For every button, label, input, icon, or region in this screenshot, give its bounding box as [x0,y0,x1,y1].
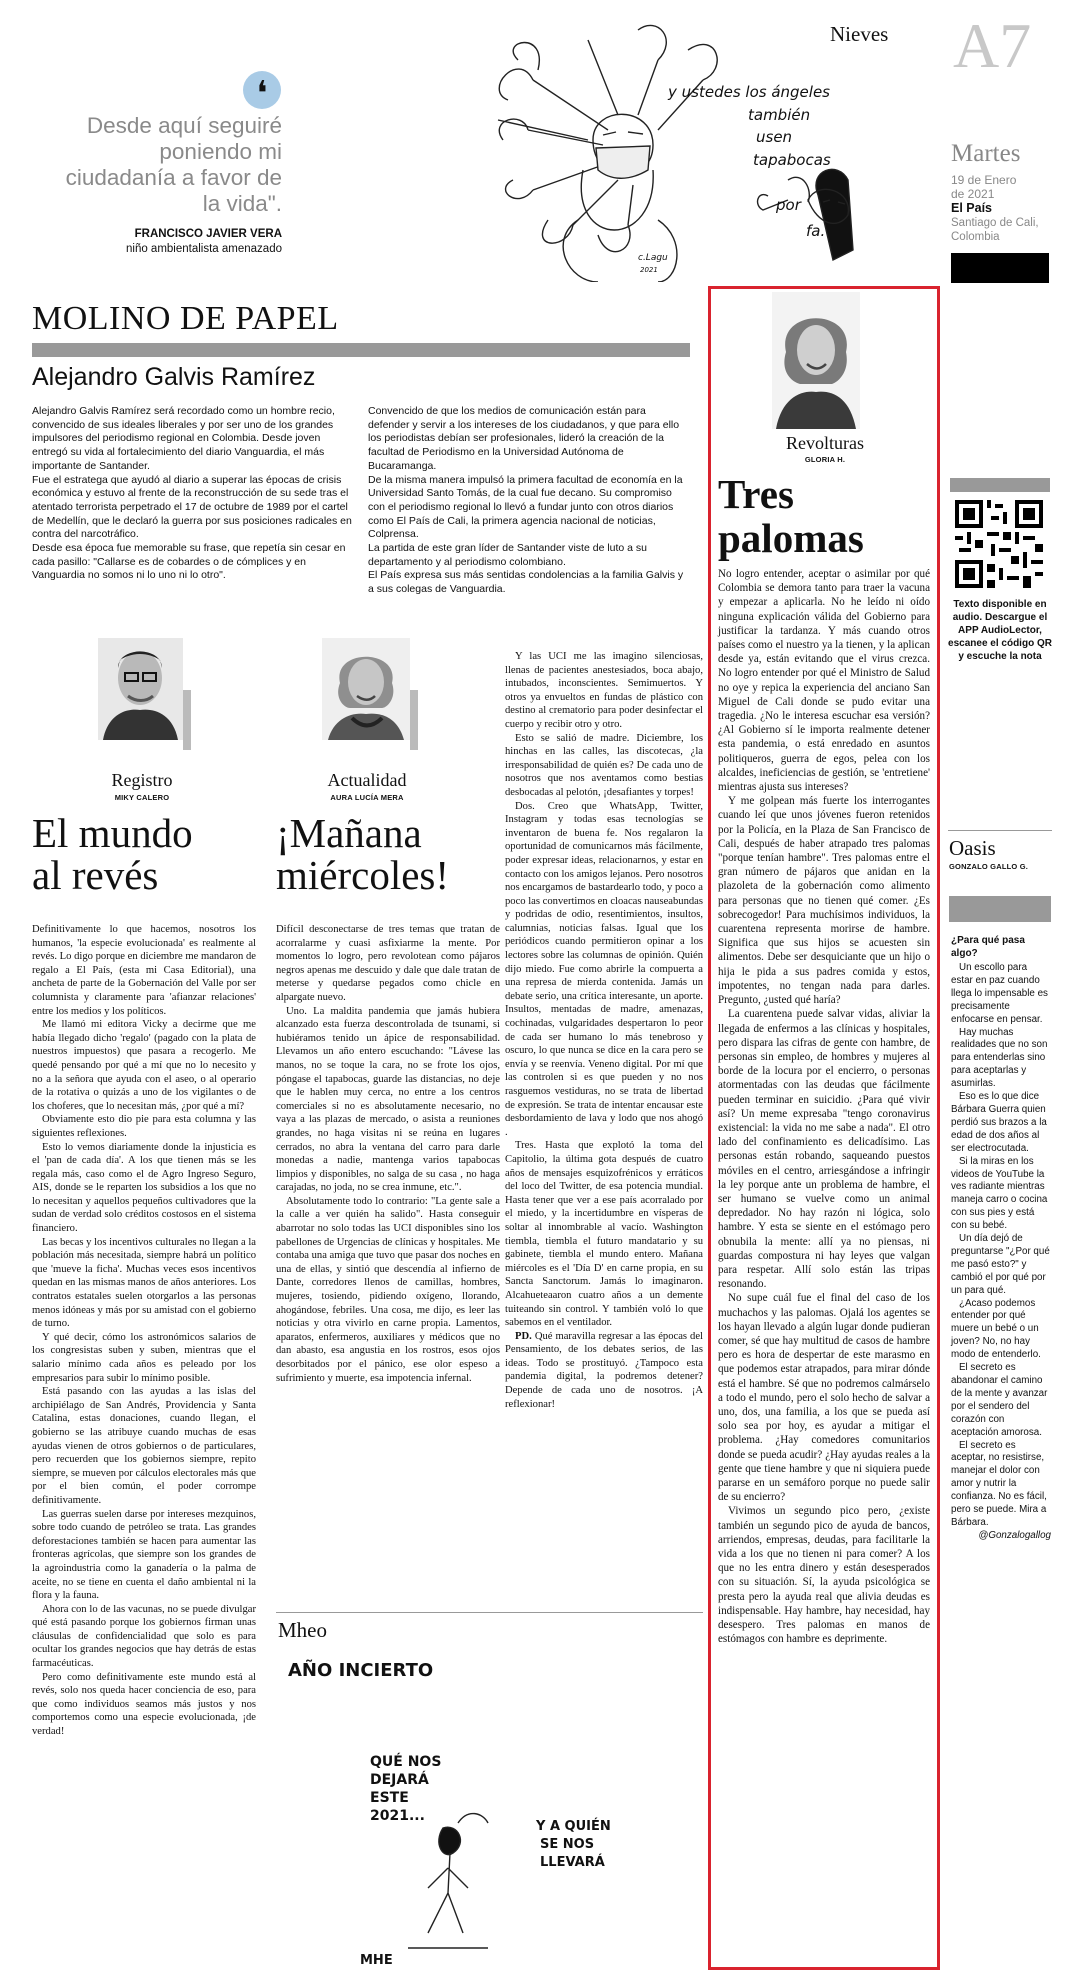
date-line-2: de 2021 [951,187,995,201]
pd-text: Qué maravilla regresar a las épocas del Pensamiento, de los debates serios, de las ideas. Todo se prostituyó. ¿Tampoco esta pandemia digital, la podremos detener? Depende de cada uno de nosotros. ¡A reflexionar! [505,1330,703,1410]
headline-line: palomas [718,515,864,561]
cartoon-year: 2021 [640,266,658,274]
article-actualidad-col-a [276,923,500,1385]
headline-registro [32,812,193,896]
weekday: Martes [951,140,1021,167]
oasis-paragraph: Un escollo para estar en paz cuando llega lo impensable es precisamente enfocarse en pensar. [951,962,1048,1025]
quote-author: FRANCISCO JAVIER VERA [134,228,282,240]
mheo-speech: QUÉ NOS [370,1754,442,1770]
molino-gray-bar [32,343,690,357]
photo-shade [183,690,191,750]
article-paragraph: Y me golpean más fuerte los interrogantes cuando leí que unos jóvenes fueron retenidos por la Policía, en la Plaza de San Francisco de Cali, después de haber atrapado tres palomas "porque tenían hambre". Tres palomas entre el gran número de pájaros que anidan en la plazoleta de la gobernación como alimento para personas que no tienen qué comer. ¿Es sobrecogedor! Para muchísimos individuos, la cuarentena representa morirse de hambre. Significa que sus hijos se acuesten sin alimentos. Debe ser desquiciante que un hijo o hija le pida a sus padres comida y estos, impotentes, no tengan nada para darles. Pregunto, ¿usted qué haría? [718,795,930,1007]
quote-icon: ❛ [243,71,281,109]
molino-paragraph: De la misma manera impulsó la primera facultad de economía en la Universidad Santo Tomás, de la cual fue decano. Su compromiso con el periodismo regional lo llevó a fundar junto con otros diarios como El País de Cali, la primera agencia nacional de noticias, Colprensa. [368,473,683,541]
oasis-paragraph: El secreto es abandonar el camino de la mente y avanzar por el sendero del corazón con aceptación amorosa. [951,1362,1048,1438]
black-bar [951,253,1049,283]
headline-revolturas [718,472,864,560]
oasis-divider [948,830,1052,831]
article-paragraph: Pero como definitivamente este mundo está al revés, solo nos queda hacer conciencia de eso, para que como individuos seamos más justos y nos comportemos como una especie evolucionada, ¡de verdad! [32,1671,256,1738]
location-line-2: Colombia [951,231,1000,243]
pd-label: PD. [515,1330,532,1342]
author-name-oasis: GONZALO GALLO G. [949,862,1029,871]
author-name-actualidad: AURA LUCÍA MERA [330,793,404,802]
molino-paragraph: Desde esa época fue memorable su frase, que repetía sin cesar en cada pasillo: "Callarse es de cobardes o de cómplices y en Vanguardia no somos ni lo uno ni lo otro". [32,542,346,582]
qr-code[interactable] [955,500,1043,588]
molino-paragraph: El País expresa sus más sentidas condolencias a la familia Galvis y a sus colegas de Vanguardia. [368,569,684,596]
mheo-label: Mheo [278,1618,327,1642]
mheo-speech: 2021... [370,1808,425,1824]
article-paragraph: No supe cuál fue el final del caso de los muchachos y las palomas. Ojalá los agentes se los hayan llevado a algún lugar donde pudieran comer, sé que hay multitud de casos de hambre pero es hora de despertar de este marasmo en que podemos estar atrapados, para mirar dónde está el hambre. Sé que no podremos calmárselo a todo el mundo, pero el solo hecho de salvar a uno, dos, una familia, a los que se pueda así solo sea por hoy, es ayudar a mitigar el problema. ¿Hay comedores comunitarios donde se pueda acudir? ¿Hay ayudas reales a la gente que tiene hambre y que ni siquiera puede pararse en un semáforo porque no puede salir de su encierro? [718,1292,930,1504]
oasis-question: ¿Para qué pasa algo? [951,935,1025,959]
article-paragraph: Está pasando con las ayudas a las islas del archipiélago de San Andrés, Providencia y Santa Catalina, estas donaciones, cuando llegan, el gobierno se las atribuye cuando muchas de esas ayudas vienen de otros gobiernos o de particulares, pero recuerden que los gobiernos siempre, repito siempre, se mueven por cálculos electorales más que por el bien común, el poder corrompe definitivamente. [32,1386,256,1506]
date-line: 19 de Enero [951,173,1017,187]
article-paragraph: Y qué decir, cómo los astronómicos salarios de los congresistas suben y suben, mientras que el salario mínimo cada años es peleado por los empresarios para subir lo mínimo posible. [32,1331,256,1384]
cartoon-drawing [488,20,888,282]
author-name-revolturas: GLORIA H. [804,455,846,464]
column-name-revolturas: Revolturas [786,433,864,453]
cartoon-text: también [748,106,811,124]
molino-col-2 [368,405,690,597]
article-paragraph: Absolutamente todo lo contrario: "La gente sale a la calle a ver quién ha salido". Hasta conseguir abarrotar no solo todas las UCI disponibles sino los pabellones de Urgencias de clínicas y hospitales. Me contaba una amiga que tuvo que pasar dos noches en una de ellas, y sintió que descendía al infierno de Dante, corredores llenos de camillas, hombres, mujeres, tosiendo, pidiendo oxígeno, llorando, ahogándose, febriles. Una cosa, me dijo, es leer las noticias y otra vivirlo en carne propia. Lamentos, aparatos, enfermeros, auxiliares y médicos que no dan abasto, esa angustia en los rostros, esos ojos desorbitados por el pánico, ese olor espeso a sufrimiento y muerte, esa impotencia infernal. [276,1195,500,1384]
mheo-drawing [278,1648,703,1970]
article-paragraph: Y las UCI me las imagino silenciosas, llenas de pacientes anestesiados, boca abajo, intubados, inconscientes. Semimuertos. Y otros ya envueltos en fundas de plástico con destino al crematorio para poder desinfectar el cuerpo y recibir otro y otro. [505,651,703,730]
article-paragraph: Me llamó mi editora Vicky a decirme que me había llegado dicho 'regalo' (pagado con la plata de nuestros impuestos) que pasara a recogerlo. Me quedé pensando por qué a mí que no lo necesito y no a la señora que ayuda con el aseo, o al operario de la rotativa o quizás a uno de los vigilantes o de los choferes, que lo necesitan más, ¿por qué a mí? [32,1019,256,1112]
column-name-registro: Registro [111,770,173,790]
mheo-speech: LLEVARÁ [540,1855,605,1870]
oasis-handle[interactable]: @Gonzalogallog [978,1529,1051,1541]
article-paragraph: Vivimos un segundo pico pero, ¿existe también un segundo pico de ayuda de bancos, arriendos, empresas, deudas, para facilitarle la vida a los que no tienen ni para comer? A los que no les entra dinero y están desesperados con su situación. Sí, la ayuda psicológica se presta pero la ayuda real que alivia deudas es indispensable. Hay hambre, hay necesidad, hay desespero. Tres palomas en manos de estómagos con hambre es deprimente. [718,1505,930,1646]
qr-top-bar [950,478,1050,492]
article-paragraph: Esto se salió de madre. Diciembre, los hinchas en las calles, las discotecas, ¿la irresponsabilidad de quién es? De cada uno de nosotros que nos aventamos como bestias desbocadas al pelotón, ¡desafiantes y torpes! [505,732,703,798]
cartoon-text: y ustedes los ángeles [668,83,830,101]
article-paragraph: Las guerras suelen darse por intereses mezquinos, sobre todo cuando de petróleo se trata. Las grandes deforestaciones también se hacen para aumentar las fronteras agrícolas, que siempre son los grandes de la agroindustria como la ganadería o la palma de aceite, no se tiene en cuenta el daño ambiental ni la flora y la fauna. [32,1508,256,1602]
author-name-registro: MIKY CALERO [114,793,170,802]
article-paragraph: Ahora con lo de las vacunas, no se puede divulgar qué está pasando porque los gobiernos firman unas cláusulas de confidencialidad que solo es para ocultar los grandes negocios que hay detrás de estas farmacéuticas. [32,1603,256,1670]
article-paragraph: Esto lo vemos diariamente donde la injusticia es el 'pan de cada día'. A los que tienen más se les regala más, caso como el de Agro Ingreso Seguro, AIS, donde se le reparten los subsidios a los que no lo necesitan y aquellos pequeños cultivadores que la sudan de verdad solo créditos costosos en el sistema financiero. [32,1141,256,1235]
quote-role: niño ambientalista amenazado [126,243,282,255]
oasis-paragraph: Un día dejó de preguntarse "¿Por qué me pasó esto?" y cambió el por qué por un para qué. [951,1233,1050,1296]
author-photo-revolturas [772,292,860,429]
author-photo-registro [98,638,183,740]
cartoon-text: fa. [806,222,826,240]
qr-caption: Texto disponible en audio. Descargue el APP AudioLector, escanee el código QR y escuche la nota [948,599,1052,662]
column-name-actualidad: Actualidad [327,770,407,790]
molino-paragraph: Convencido de que los medios de comunicación están para defender y servir a los intereses de los ciudadanos, y que para ello los periodistas debían ser profesionales, lideró la creación de la facultad de Periodismo en la Universidad Autónoma de Bucaramanga. [368,405,680,472]
quote-text [40,113,282,217]
oasis-paragraph: Si la miras en los videos de YouTube la ves radiante mientras maneja carro o cocina con sus pies y está con su bebé. [951,1155,1048,1232]
article-paragraph: La cuarentena puede salvar vidas, aliviar la llegada de enfermos a las clínicas y hospitales, pero dispara las cifras de gente con hambre, de personas sin empleo, de hombres y mujeres al borde de la locura por el encierro, o personas atormentadas con las deudas que fácilmente pueden terminar en suicidio. ¿Para qué vivir así? Un meme expresaba "tengo coronavirus existencial: la vida no me sabe a nada". El otro lado del confinamiento es delicadísimo. Las personas están robando, saqueando puestos móviles en el centro, arriesgándose a infringir la ley porque ante un problema de hambre, el ser humano se vuelve como un animal depredador. No hay razón ni lógica, solo hambre. Y esta se siente en el estómago pero obnubila la mente: allí ya no piensas, ni guardas compostura ni hay leyes que valgan para respetar. Allí solo están las tripas resonando. [718,1008,930,1291]
cartoon-signature: c.Lagu [638,253,668,263]
column-name-oasis: Oasis [949,836,996,860]
photo-shade [410,690,418,750]
article-paragraph: Obviamente esto dio pie para esta columna y las siguientes reflexiones. [32,1114,256,1139]
author-photo-actualidad [322,638,410,740]
mheo-speech: SE NOS [540,1837,595,1852]
quote-line: Desde aquí seguiré [86,113,282,138]
page-number: A7 [953,10,1032,81]
article-paragraph: Difícil desconectarse de tres temas que tratan de acorralarme y cuasi asfixiarme la mente. Por momentos lo logro, pero revolotean como pájaros negros apenas me descuido y dale que dale tratan de meterse y quedarse pegados como chicle en alpargate nuevo. [276,924,500,1003]
mheo-speech: Y A QUIÉN [536,1819,611,1834]
mheo-divider [276,1612,703,1613]
oasis-gray-bar [949,896,1051,922]
oasis-paragraph: Hay muchas realidades que no son para entenderlas sino para aceptarlas y asumirlas. [951,1026,1048,1090]
article-paragraph: Tres. Hasta que explotó la toma del Capitolio, la última gota después de cuatro años de mensajes esquizofrénicos y erráticos del loco del Twitter, de esa potencia mundial. Hasta tener que ver a ese país acorralado por el miedo, y la incertidumbre en vísperas de soltar al innombrable al vacío. Washington tiembla, tiembla el futuro mandatario y su gabinete, tiembla el mundo entero. Mañana miércoles es el 'Día D' en carne propia, en su Sancta Sanctorum. Jamás lo imaginaron. Alcahueteaaron cuatro años a un demente tuiteando sin control. Y también voló lo que sabemos en el ventilador. [505,1140,703,1329]
oasis-paragraph: ¿Acaso podemos entender por qué muere un bebé o un joven? No, no hay modo de entenderlo. [951,1297,1041,1361]
headline-line: ¡Mañana [276,810,422,856]
quote-line: poniendo mi [159,139,282,164]
cartoon-text: por [776,196,801,214]
molino-paragraph: Fue el estratega que ayudó al diario a superar las épocas de crisis económica y estuvo al frente de la reconstrucción de su sede tras el atentado terrorista perpetrado el 17 de octubre de 1989 por el cartel de Medellín, que le declaró la guerra por sus posiciones radicales en contra del narcotráfico. [32,473,352,541]
molino-section-title: MOLINO DE PAPEL [32,300,339,337]
article-paragraph: Las becas y los incentivos culturales no llegan a la población más necesitada, siempre habrá un político que 'mueve la ficha'. Muchas veces esos incentivos quedan en las mismas manos de años anteriores. Los contratos estatales suelen otorgarlos a las personas menos idóneas y más por su amistad con el gobierno de turno. [32,1236,256,1330]
headline-actualidad [276,812,449,896]
oasis-paragraph: El secreto es aceptar, no resistirse, manejar el dolor con amor y nutrir la confianza. No es fácil, pero se puede. Mira a Bárbara. [951,1439,1047,1528]
cartoon-text: usen [756,128,793,146]
section-name: Nieves [830,22,889,46]
location-line: Santiago de Cali, [951,217,1039,229]
oasis-paragraph: Eso es lo que dice Bárbara Guerra quien perdió sus brazos a la edad de dos años al ser electrocutada. [951,1091,1047,1154]
molino-paragraph: Alejandro Galvis Ramírez será recordado como un hombre recio, convencido de sus ideales liberales y por ser uno de los grandes impulsores del periodismo regional en Colombia. Desde joven entregó su vida al fortalecimiento del diario Vanguardia, el más importante de Santander. [32,405,335,472]
postscript [505,1330,703,1412]
mheo-title: AÑO INCIERTO [288,1660,434,1681]
quote-line: la vida". [202,191,282,216]
quote-line: ciudadanía a favor de [65,165,282,190]
article-actualidad-col-b [505,650,703,1411]
mheo-cartoon [278,1648,703,1970]
newspaper-name: El País [951,201,992,215]
molino-col-1 [32,405,352,583]
molino-paragraph: La partida de este gran líder de Santander viste de luto a su departamento y al periodismo colombiano. [368,542,648,568]
molino-headline: Alejandro Galvis Ramírez [32,363,316,391]
headline-line: Tres [718,471,794,517]
angel-cartoon [488,20,888,282]
article-registro [32,923,256,1739]
mheo-speech: DEJARÁ [370,1772,429,1788]
headline-line: El mundo [32,810,193,856]
mheo-speech: ESTE [370,1790,409,1806]
mheo-signature: MHE [360,1953,393,1968]
article-paragraph: No logro entender, aceptar o asimilar por qué Colombia se demora tanto para traer la vacuna y empezar a aplicarla. No he leído ni oído ninguna explicación válida del Gobierno para justificar la tardanza. Y más cuando otros países como el nuestro ya la tienen, y la aplican desde ya, están evitando que el virus crezca. No logro entender por qué el Ministro de Salud no oye y repica la experiencia del anciano San Miguel de Cali donde se pudo evitar una tragedia. ¿No le interesa escuchar esa versión? ¿Al Gobierno sí le importa realmente detener esta pandemia, o está enredado en asuntos politiqueros, guerra de egos, pelea con los alcaldes, ineficiencias de gestión, se 'entretiene' mientras ajusta sus intereses? [718,568,930,794]
headline-line: al revés [32,852,159,898]
article-paragraph: Dos. Creo que WhatsApp, Twitter, Instagram y todas esas tecnologías se inventaron de buena fe. Nos regalaron la oportunidad de comunicarnos más fácilmente, poder expresar ideas, relacionarnos, y estar en contacto con los amigos lejanos. Pero nosotros nos encargamos de bastardearlo todo, y poco a poco las convertimos en cloacas nauseabundas y podridas de odio, resentimientos, insultos, calumnias, noticias falsas. Igual que los periódicos cuando permitieron opinar a los lectores sobre las columnas de opinión. Quién dijo miedo. Fue como abrirle la compuerta a una represa de mierda contenida. Jamás un debate serio, una crítica interesante, un aporte. Insultos, mentadas de madre, amenazas, cochinadas, vulgaridades despertaron lo peor de cada ser humano lo más tenebroso y oscuro, lo que nunca se dice en la cara pero se envía y se reenvía. Veneno digital. Por mí que las controlen si es que pueden y no nos rasguemos vestiduras, no se trata de libertad de expresión. Se trata de intentar encausar este desbordamiento de lava y lodo que nos ahogó . [505,800,704,1138]
article-revolturas [718,567,930,1646]
cartoon-text: tapabocas [753,151,831,169]
oasis-body [951,962,1051,1543]
article-paragraph: Uno. La maldita pandemia que jamás hubiera alcanzado esta fuerza descontrolada de tsunami, si hubiéramos tenido un ápice de responsabilidad. Llevamos un año entero escuchando: "Lávese las manos, no se toque la cara, no se frote los ojos, póngase el tapabocas, guarde las distancias, no deje que le hablen muy cerca, no entre a los centros comerciales si no es absolutamente necesario, no vaya a las plazas de mercado, o asista a reuniones grandes, no haga visitas ni se reúna en lugares cerrados, no abra la ventana del carro para darle monedas a nadie, mantenga varios tapabocas limpios y disponibles, no salga de su casa , no haga carajadas, no joda, no se crea inmune, etc.". [276,1005,500,1194]
headline-line: miércoles! [276,852,450,898]
article-paragraph: Definitivamente lo que hacemos, nosotros los humanos, 'la especie evolucionada' es realmente al revés. Lo digo porque en diciembre me mandaron de regalo a El País, (esta mi Casa Editorial), una ancheta de parte de la Gobernación del Valle por ser columnista y claramente para 'afianzar relaciones' entre los medios y los políticos. [32,924,256,1017]
